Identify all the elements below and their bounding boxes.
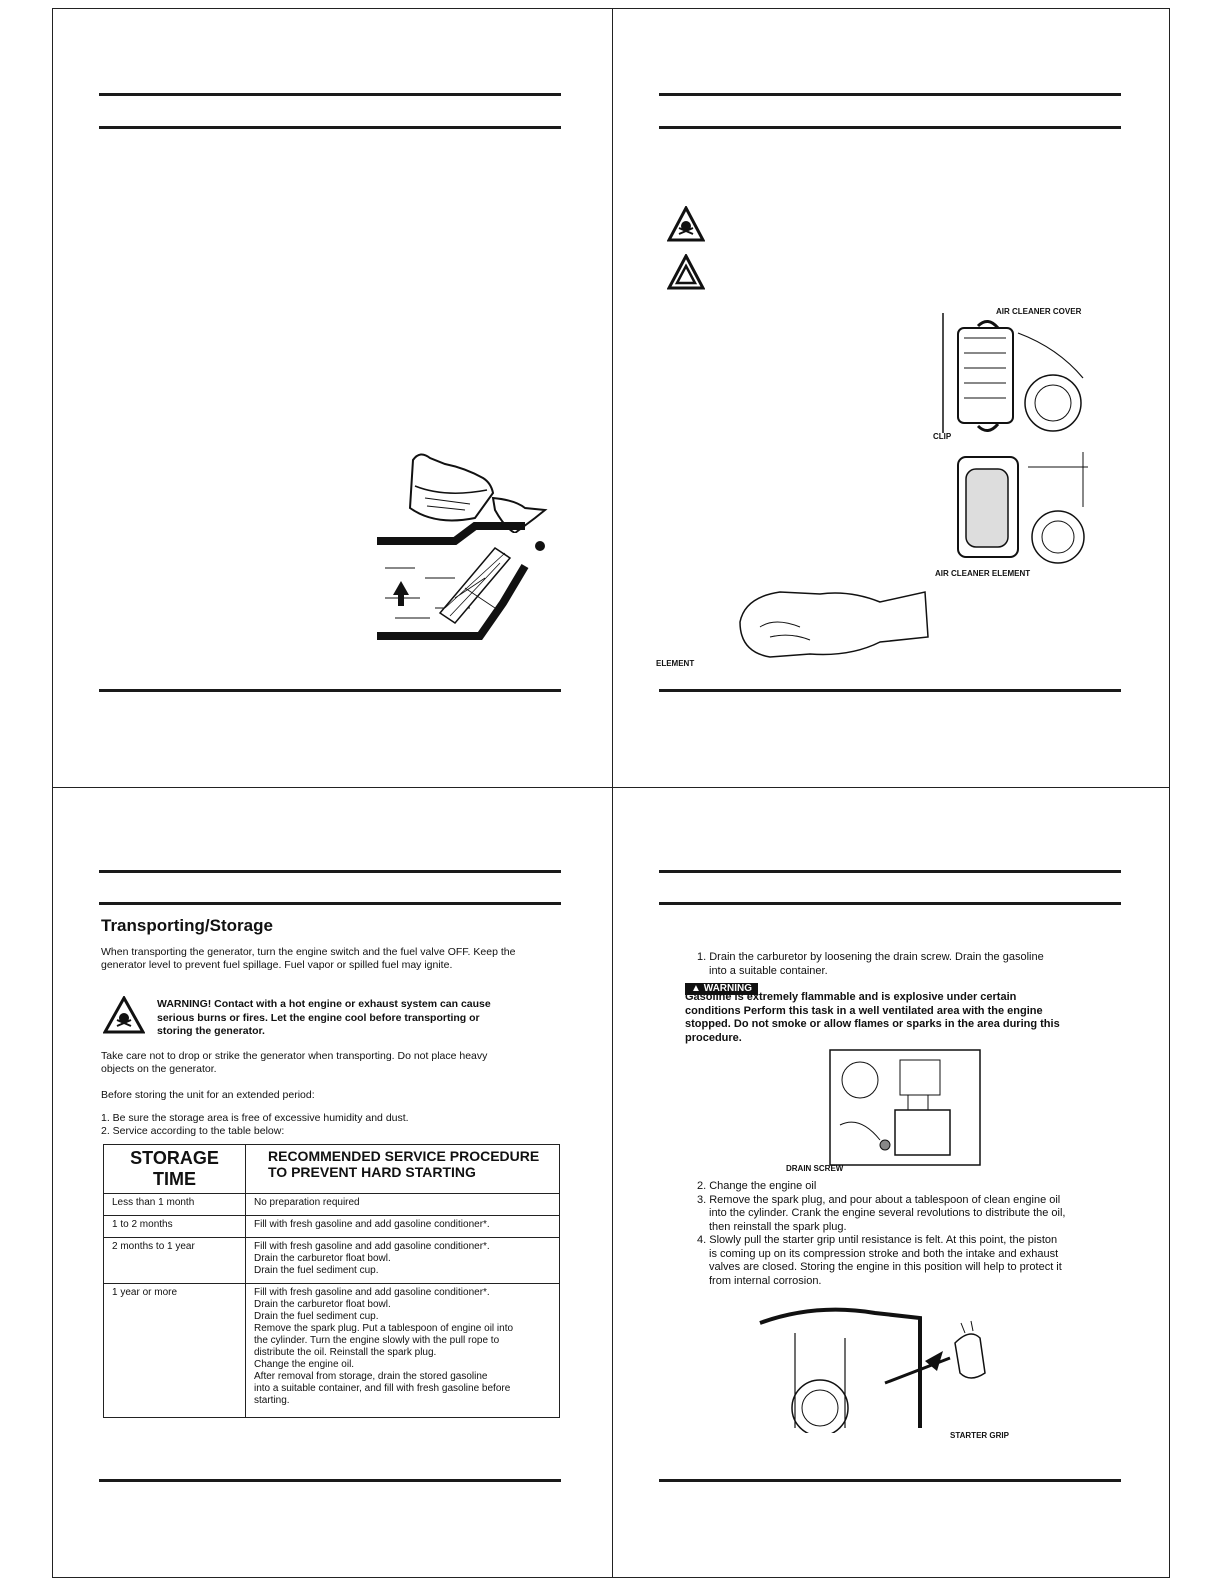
carburetor-drain-illustration bbox=[820, 1045, 995, 1175]
drain-screw-label: DRAIN SCREW bbox=[786, 1164, 844, 1173]
procedure-line: into a suitable container, and fill with fresh gasoline before bbox=[254, 1383, 511, 1394]
procedure-line: Drain the carburetor float bowl. bbox=[254, 1299, 391, 1310]
toxic-warning-icon bbox=[103, 996, 145, 1034]
table-header-row bbox=[104, 1145, 560, 1194]
text-line: objects on the generator. bbox=[101, 1063, 217, 1075]
procedure-line: Drain the fuel sediment cup. bbox=[254, 1265, 379, 1276]
text-line: valves are closed. Storing the engine in this position will help to protect it bbox=[709, 1261, 1062, 1273]
air-cleaner-cover-label: AIR CLEANER COVER bbox=[996, 307, 1082, 316]
procedure-line: Fill with fresh gasoline and add gasoline conditioner*. bbox=[254, 1287, 490, 1298]
procedure-cell bbox=[246, 1238, 560, 1284]
before-storing-text: Before storing the unit for an extended period: bbox=[101, 1089, 315, 1101]
storage-time-cell: 1 year or more bbox=[104, 1284, 246, 1418]
rule bbox=[99, 689, 561, 692]
text-line: procedure. bbox=[685, 1031, 742, 1044]
text-line: WARNING! Contact with a hot engine or exhaust system can cause bbox=[157, 998, 491, 1010]
squeeze-element-illustration bbox=[700, 582, 930, 662]
list-item: 2. Service according to the table below: bbox=[101, 1125, 285, 1137]
procedure-line: Fill with fresh gasoline and add gasoline conditioner*. bbox=[254, 1219, 490, 1230]
storage-time-cell: 1 to 2 months bbox=[104, 1216, 246, 1238]
text-line: then reinstall the spark plug. bbox=[709, 1220, 847, 1233]
storage-table bbox=[103, 1144, 560, 1418]
storage-time-header: STORAGE TIME bbox=[104, 1145, 246, 1194]
text-line: is coming up on its compression stroke and both the intake and exhaust bbox=[709, 1247, 1059, 1260]
procedure-line: Drain the carburetor float bowl. bbox=[254, 1253, 391, 1264]
procedure-cell bbox=[246, 1284, 560, 1418]
text-line: generator level to prevent fuel spillage. Fuel vapor or spilled fuel may ignite. bbox=[101, 959, 453, 971]
rule bbox=[99, 870, 561, 873]
rule bbox=[99, 902, 561, 905]
horizontal-divider bbox=[52, 787, 1170, 788]
air-cleaner-element-label: AIR CLEANER ELEMENT bbox=[935, 569, 1031, 578]
storage-time-cell: 2 months to 1 year bbox=[104, 1238, 246, 1284]
text-line: storing the generator. bbox=[157, 1025, 265, 1037]
storage-steps bbox=[101, 1112, 409, 1138]
procedure-line: After removal from storage, drain the stored gasoline bbox=[254, 1371, 488, 1382]
procedure-cell bbox=[246, 1216, 560, 1238]
rule bbox=[659, 93, 1121, 96]
care-paragraph bbox=[101, 1050, 487, 1076]
procedure-cell bbox=[246, 1194, 560, 1216]
rule bbox=[659, 126, 1121, 129]
text-line: 4. Slowly pull the starter grip until resistance is felt. At this point, the piston bbox=[697, 1234, 1058, 1246]
section-title: Transporting/Storage bbox=[101, 916, 273, 935]
table-row bbox=[104, 1216, 560, 1238]
hot-engine-warning bbox=[157, 998, 491, 1039]
procedure-header bbox=[246, 1145, 560, 1194]
text-line: 3. Remove the spark plug, and pour about a tablespoon of clean engine oil bbox=[697, 1193, 1061, 1206]
step-1 bbox=[697, 951, 1044, 978]
air-cleaner-cover-illustration bbox=[938, 308, 1088, 438]
clip-label: CLIP bbox=[933, 432, 952, 441]
element-label: ELEMENT bbox=[656, 659, 695, 668]
table-row bbox=[104, 1194, 560, 1216]
table-row bbox=[104, 1284, 560, 1418]
text-line: Gasoline is extremely flammable and is explosive under certain bbox=[685, 991, 1017, 1003]
header-line: RECOMMENDED SERVICE PROCEDURE bbox=[268, 1148, 540, 1164]
fuel-pour-illustration bbox=[375, 438, 570, 648]
text-line: into the cylinder. Crank the engine several revolutions to distribute the oil, bbox=[709, 1207, 1066, 1219]
procedure-line: distribute the oil. Reinstall the spark plug. bbox=[254, 1347, 437, 1358]
starter-grip-label: STARTER GRIP bbox=[950, 1431, 1009, 1440]
warning-badge-label: ▲ WARNING bbox=[685, 983, 758, 995]
warning-badge-text: WARNING bbox=[703, 983, 753, 994]
procedure-line: starting. bbox=[254, 1395, 290, 1406]
rule bbox=[99, 93, 561, 96]
rule bbox=[99, 1479, 561, 1482]
rule bbox=[659, 870, 1121, 873]
rule bbox=[659, 902, 1121, 905]
gasoline-warning bbox=[685, 991, 1090, 1045]
text-line: 2. Change the engine oil bbox=[697, 1180, 817, 1192]
list-item: 1. Be sure the storage area is free of excessive humidity and dust. bbox=[101, 1112, 409, 1124]
text-line: 1. Drain the carburetor by loosening the drain screw. Drain the gasoline bbox=[697, 951, 1044, 963]
intro-paragraph bbox=[101, 946, 515, 972]
procedure-line: Fill with fresh gasoline and add gasoline conditioner*. bbox=[254, 1241, 490, 1252]
toxic-warning-icon bbox=[667, 206, 705, 242]
text-line: stopped. Do not smoke or allow flames or sparks in the area during this bbox=[685, 1018, 1060, 1030]
rule bbox=[659, 689, 1121, 692]
text-line: serious burns or fires. Let the engine cool before transporting or bbox=[157, 1011, 480, 1024]
text-line: from internal corrosion. bbox=[709, 1274, 822, 1287]
table-row bbox=[104, 1238, 560, 1284]
caution-warning-icon bbox=[667, 254, 705, 290]
text-line: Take care not to drop or strike the generator when transporting. Do not place heavy bbox=[101, 1050, 488, 1062]
steps-2-4 bbox=[697, 1180, 1065, 1288]
rule bbox=[99, 126, 561, 129]
header-line: TO PREVENT HARD STARTING bbox=[268, 1164, 476, 1180]
air-cleaner-element-illustration bbox=[948, 447, 1090, 572]
procedure-line: Remove the spark plug. Put a tablespoon of engine oil into bbox=[254, 1323, 514, 1334]
procedure-line: Drain the fuel sediment cup. bbox=[254, 1311, 379, 1322]
starter-grip-illustration bbox=[755, 1293, 1025, 1433]
rule bbox=[659, 1479, 1121, 1482]
procedure-line: No preparation required bbox=[254, 1197, 360, 1208]
text-line: When transporting the generator, turn the engine switch and the fuel valve OFF. Keep the bbox=[101, 946, 516, 958]
vertical-divider bbox=[612, 8, 613, 1578]
storage-time-cell: Less than 1 month bbox=[104, 1194, 246, 1216]
procedure-line: the cylinder. Turn the engine slowly with the pull rope to bbox=[254, 1335, 500, 1346]
text-line: conditions Perform this task in a well ventilated area with the engine bbox=[685, 1004, 1043, 1017]
procedure-line: Change the engine oil. bbox=[254, 1359, 355, 1370]
text-line: into a suitable container. bbox=[709, 964, 828, 977]
